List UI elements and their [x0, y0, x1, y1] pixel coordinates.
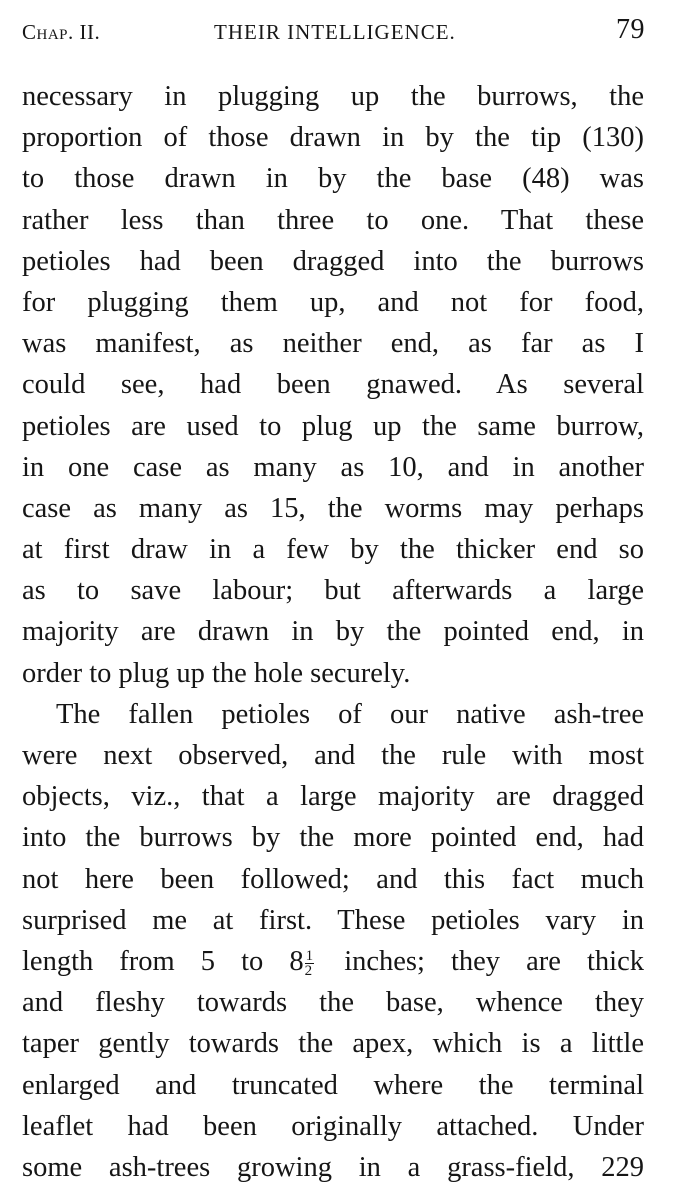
text-line: at first draw in a few by the thicker end so — [22, 534, 644, 566]
text-line: surprised me at first. These petioles vary in — [22, 904, 644, 936]
text-line: necessary in plugging up the burrows, the — [22, 81, 644, 112]
text-line: leaflet had been originally attached. Under — [22, 1110, 644, 1142]
text-line: taper gently towards the apex, which is a little — [22, 1028, 644, 1060]
text-line-with-fraction — [22, 941, 644, 982]
text-line: enlarged and truncated where the terminal — [22, 1069, 644, 1101]
text-line: could see, had been gnawed. As several — [22, 369, 644, 401]
text-line: order to plug up the hole securely. — [22, 657, 411, 689]
text-line: petioles are used to plug up the same burrow, — [22, 410, 644, 442]
text-line: some ash-trees growing in a grass-field, 229 — [22, 1151, 644, 1183]
line-text-before-fraction: length from 5 to 8 — [22, 945, 304, 977]
text-line: were next observed, and the rule with most — [22, 740, 644, 771]
text-line: and fleshy towards the base, whence they — [22, 987, 644, 1019]
text-line: petioles had been dragged into the burrows — [22, 245, 644, 277]
text-line: case as many as 15, the worms may perhaps — [22, 492, 644, 524]
page-number: 79 — [616, 14, 645, 45]
line-text-after-fraction: inches; they are thick — [344, 945, 644, 977]
paragraph-1 — [22, 76, 644, 694]
text-line: into the burrows by the more pointed end, had — [22, 822, 644, 854]
body-text — [22, 76, 644, 1188]
text-line: to those drawn in by the base (48) was — [22, 163, 644, 195]
text-line: in one case as many as 10, and in another — [22, 451, 644, 483]
text-line: objects, viz., that a large majority are dragged — [22, 781, 644, 813]
text-line: not here been followed; and this fact much — [22, 863, 644, 895]
fraction-one-half — [305, 949, 315, 978]
text-line: was manifest, as neither end, as far as I — [22, 328, 644, 360]
fraction-denominator: 2 — [304, 962, 313, 979]
text-line: The fallen petioles of our native ash-tree — [56, 698, 644, 730]
running-head — [22, 14, 645, 48]
text-line: rather less than three to one. That these — [22, 204, 644, 236]
text-line: majority are drawn in by the pointed end, in — [22, 616, 644, 648]
text-line: for plugging them up, and not for food, — [22, 286, 644, 318]
text-line: proportion of those drawn in by the tip (130) — [22, 122, 644, 154]
text-line: as to save labour; but afterwards a large — [22, 575, 644, 607]
paragraph-2 — [22, 694, 644, 1188]
chapter-title: THEIR INTELLIGENCE. — [214, 20, 456, 44]
fraction-numerator: 1 — [305, 947, 314, 964]
chapter-label: Chap. II. — [22, 20, 101, 44]
